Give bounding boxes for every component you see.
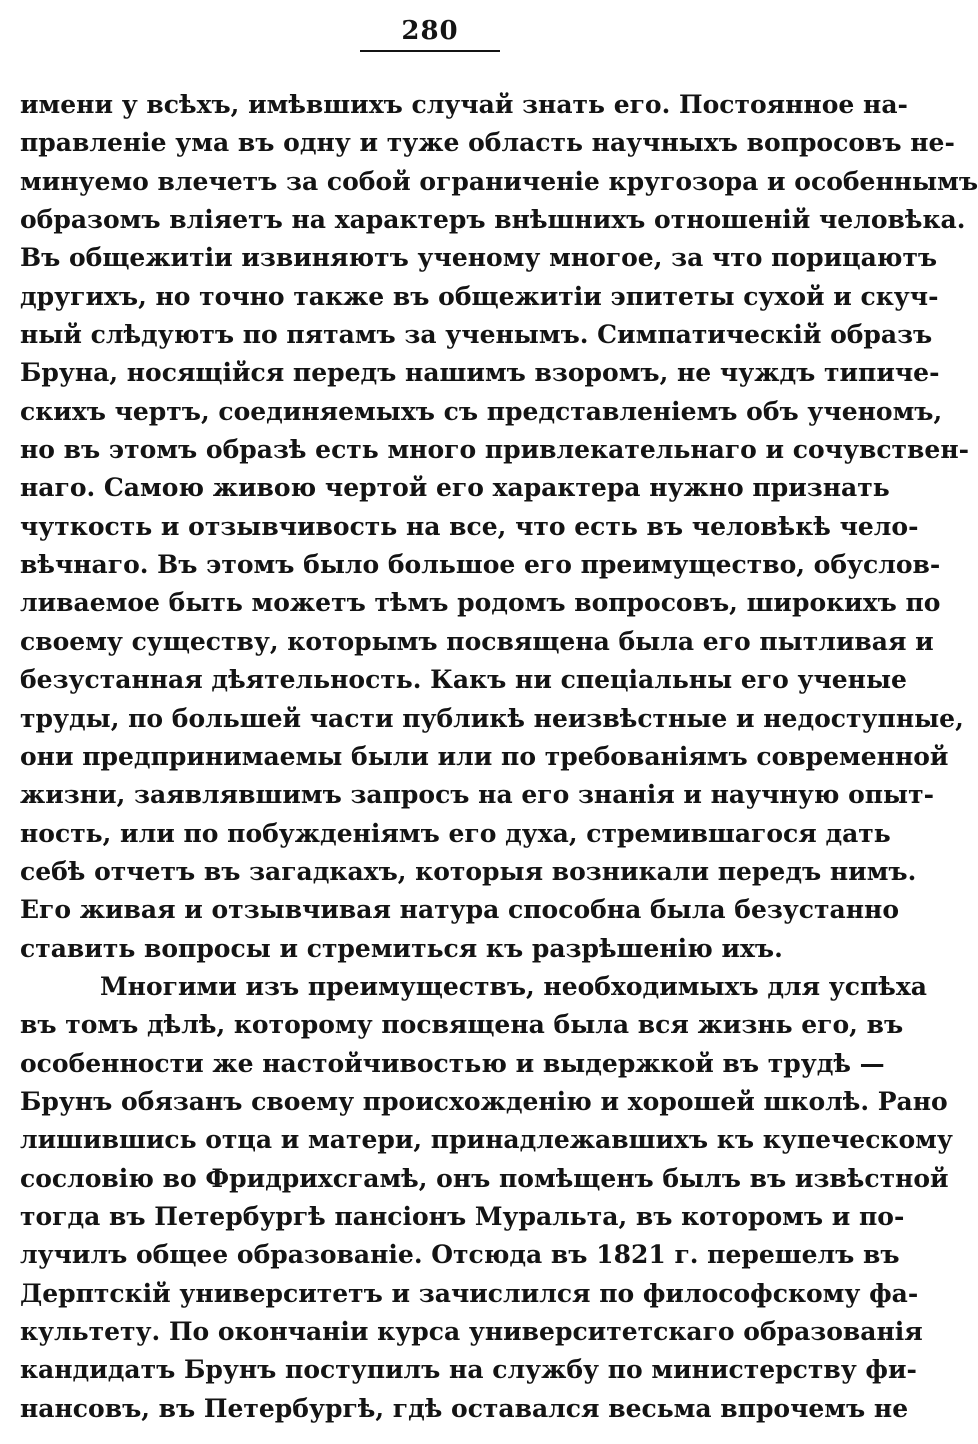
text-line: они предпринимаемы были или по требованіямъ современной bbox=[20, 741, 949, 771]
header-rule bbox=[360, 50, 500, 52]
text-line: минуемо влечетъ за собой ограниченіе кругозора и особеннымъ bbox=[20, 166, 978, 196]
text-line: лишившись отца и матери, принадлежавшихъ къ купеческому bbox=[20, 1125, 953, 1155]
text-line: Его живая и отзывчивая натура способна была безустанно bbox=[20, 895, 899, 925]
text-line: ный слѣдуютъ по пятамъ за ученымъ. Симпатическій образъ bbox=[20, 320, 933, 350]
text-line: себѣ отчетъ въ загадкахъ, которыя возникали передъ нимъ. bbox=[20, 856, 917, 886]
text-line: культету. По окончаніи курса университетскаго образованія bbox=[20, 1317, 923, 1346]
paragraph-1 bbox=[20, 86, 978, 968]
text-line: вѣчнаго. Въ этомъ было большое его преимущество, обуслов- bbox=[20, 550, 941, 580]
text-line: Многими изъ преимуществъ, необходимыхъ для успѣха bbox=[100, 971, 927, 1001]
paragraph-2 bbox=[20, 968, 953, 1428]
text-line: кандидатъ Брунъ поступилъ на службу по министерству фи- bbox=[20, 1355, 917, 1385]
text-line: чуткость и отзывчивость на все, что есть въ человѣкѣ чело- bbox=[20, 511, 919, 541]
text-line: жизни, заявлявшимъ запросъ на его знанія и научную опыт- bbox=[20, 780, 934, 810]
text-line: нансовъ, въ Петербургѣ, гдѣ оставался весьма впрочемъ не bbox=[20, 1393, 909, 1423]
text-line: Въ общежитіи извиняютъ ученому многое, за что порицаютъ bbox=[20, 243, 938, 273]
text-line: безустанная дѣятельность. Какъ ни спеціальны его ученые bbox=[20, 665, 907, 695]
text-line: лучилъ общее образованіе. Отсюда въ 1821 г. перешелъ въ bbox=[20, 1240, 900, 1270]
text-line: ность, или по побужденіямъ его духа, стремившагося дать bbox=[20, 818, 891, 848]
text-line: но въ этомъ образѣ есть много привлекательнаго и сочувствен- bbox=[20, 435, 969, 465]
text-line: особенности же настойчивостью и выдержкой въ трудѣ — bbox=[20, 1048, 885, 1078]
text-line: труды, по большей части публикѣ неизвѣстные и недоступные, bbox=[20, 703, 964, 733]
body-text bbox=[20, 86, 978, 1428]
text-line: Дерптскій университетъ и зачислился по философскому фа- bbox=[20, 1278, 919, 1308]
page-number: 280 bbox=[401, 16, 459, 46]
text-line: другихъ, но точно также въ общежитіи эпитеты сухой и скуч- bbox=[20, 281, 939, 311]
text-line: ставить вопросы и стремиться къ разрѣшенію ихъ. bbox=[20, 933, 783, 963]
text-line: своему существу, которымъ посвящена была его пытливая и bbox=[20, 626, 934, 656]
text-line: ливаемое быть можетъ тѣмъ родомъ вопросовъ, широкихъ по bbox=[20, 588, 941, 618]
text-line: имени у всѣхъ, имѣвшихъ случай знать его. Постоянное на- bbox=[20, 90, 908, 119]
text-line: Бруна, носящійся передъ нашимъ взоромъ, не чуждъ типиче- bbox=[20, 358, 940, 388]
text-line: образомъ вліяетъ на характеръ внѣшнихъ отношеній человѣка. bbox=[20, 205, 966, 235]
text-line: Брунъ обязанъ своему происхожденію и хорошей школѣ. Рано bbox=[20, 1086, 948, 1116]
text-line: тогда въ Петербургѣ пансіонъ Муральта, въ которомъ и по- bbox=[20, 1201, 905, 1231]
text-line: наго. Самою живою чертой его характера нужно признать bbox=[20, 473, 890, 503]
text-line: правленіе ума въ одну и туже область научныхъ вопросовъ не- bbox=[20, 128, 955, 158]
text-line: скихъ чертъ, соединяемыхъ съ представленіемъ объ ученомъ, bbox=[20, 396, 943, 426]
text-line: въ томъ дѣлѣ, которому посвящена была вся жизнь его, въ bbox=[20, 1010, 904, 1040]
text-line: сословію во Фридрихсгамѣ, онъ помѣщенъ былъ въ извѣстной bbox=[20, 1163, 949, 1193]
